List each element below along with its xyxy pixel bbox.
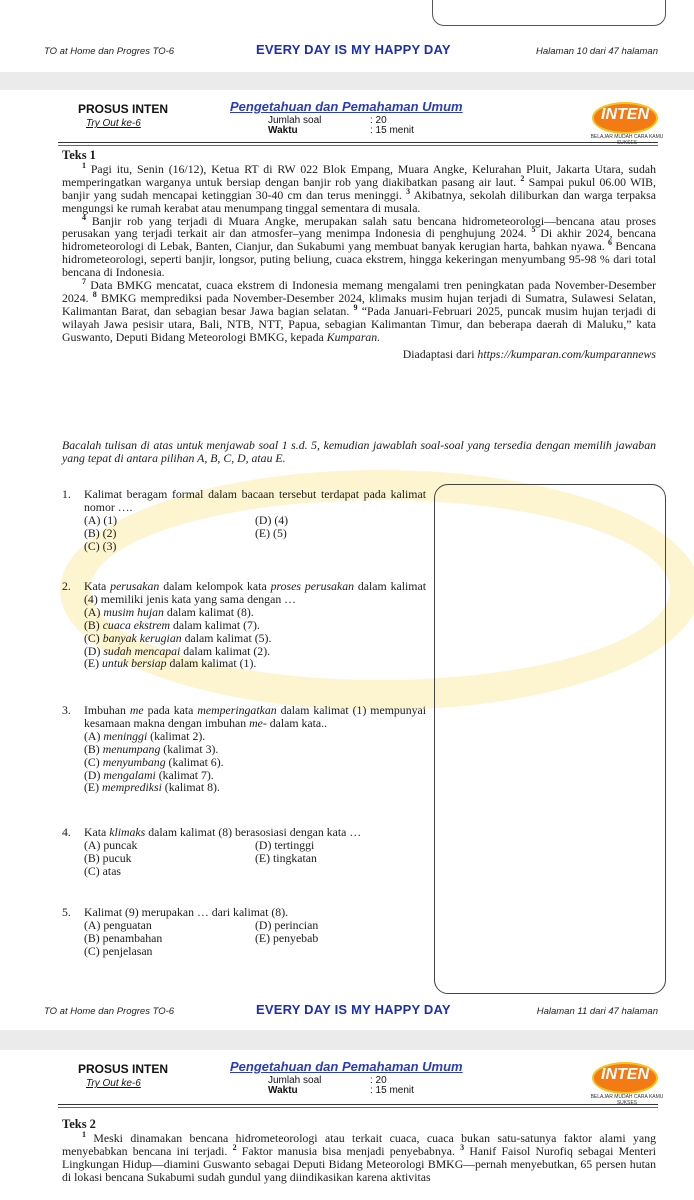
option-c[interactable]: (C) banyak kerugian dalam kalimat (5). [84,630,272,645]
option-e[interactable]: (E) tingkatan [255,850,317,865]
question-2: 2. Kata perusakan dalam kelompok kata proses perusakan dalam kalimat (4) memiliki jenis kata yang sama dengan … (A) musim hujan dalam kalimat (8). (B) cuaca ekstrem dalam kalimat (7). (C) banyak kerugian dalam kalimat (5). (D) sudah mencapai dalam kalimat (2). (E) untuk bersiap dalam kalimat (1). [62,579,427,671]
header-rule-thin [58,1107,658,1108]
logo-tagline: BELAJAR MUDAH CARA KAMU SUKSES [590,134,664,146]
footer-page-number: Halaman 10 dari 47 halaman [536,46,658,57]
answer-box [434,484,666,994]
option-d[interactable]: (D) tertinggi [255,837,315,852]
source-link[interactable]: https://kumparan.com/kumparannews [477,346,656,361]
page-footer [0,1002,694,1024]
option-a[interactable]: (A) musim hujan dalam kalimat (8). [84,604,254,619]
page-footer [0,42,694,64]
option-e[interactable]: (E) memprediksi (kalimat 8). [84,780,220,795]
brand-name: PROSUS INTEN [78,102,169,116]
option-b[interactable]: (B) cuaca ekstrem dalam kalimat (7). [84,617,260,632]
subject-title: Pengetahuan dan Pemahaman Umum [230,1059,463,1074]
time-value: : 15 menit [370,1085,414,1096]
option-c[interactable]: (C) atas [84,863,122,878]
passage-title: Teks 2 [62,1117,96,1131]
logo-text: INTEN [601,106,649,123]
option-d[interactable]: (D) (4) [255,512,289,527]
option-a[interactable]: (A) puncak [84,837,138,852]
inten-logo [590,1060,664,1106]
time-value: : 15 menit [370,125,414,136]
option-b[interactable]: (B) (2) [84,525,117,540]
question-count-label: Jumlah soal [268,1075,322,1086]
option-b[interactable]: (B) penambahan [84,930,163,945]
passage-source: Diadaptasi dari https://kumparan.com/kumparannews [402,346,656,361]
option-d[interactable]: (D) perincian [255,917,319,932]
option-e[interactable]: (E) untuk bersiap dalam kalimat (1). [84,656,257,671]
passage-paragraph-2: $^4$ Banjir rob yang terjadi di Muara Angke, merupakan salah satu bencana hidrometeorologi—bencana atau proses perusakan yang terjadi terkait air dan atmosfer–yang menimpa Indonesia di penghujung 2024. $^5$ Di akhir 2024, bencana hidrometeorologi di Lebak, Banten, Cianjur, dan Sukabumi yang membuat banyak kerugian harta, bahkan nyawa. $^6$ Bencana hidrometeorologi, seperti banjir, longsor, puting beliung, cuaca ekstrem, hingga kekeringan menyumbang 95-98 % dari total bencana di Indonesia. [62,212,656,280]
passage-paragraph-1: $^1$ Pagi itu, Senin (16/12), Ketua RT di RW 022 Blok Empang, Muara Angke, Kelurahan Pluit, Jakarta Utara, sudah memperingatkan warganya untuk bersiap dengan banjir rob yang diakibatkan pasang air laut. $^2$ Sampai pukul 06.00 WIB, banjir yang sudah mencapai ketinggian 30-40 cm dan terus meninggi. $^3$ Akibatnya, sekolah diliburkan dan warga terpaksa mengungsi ke rumah kerabat atau menumpang tinggal sementara di musala. [62,160,656,215]
inten-logo [590,100,664,146]
option-e[interactable]: (E) (5) [255,525,287,540]
footer-motto: EVERY DAY IS MY HAPPY DAY [256,42,451,57]
footer-page-number: Halaman 11 dari 47 halaman [536,1006,658,1017]
answer-box-previous [432,0,666,26]
passage-paragraph-1: $^1$ Meski dinamakan bencana hidrometeorologi atau terkait cuaca, cuaca bukan satu-satunya faktor alami yang menyebabkan bencana ini terjadi. $^2$ Faktor manusia bisa menjadi penyebabnya. $^3$ Hanif Faisol Nurofiq sebagai Menteri Lingkungan Hidup—diamini Guswanto sebagai Deputi Bidang Meteorologi BMKG—pernah menyebutkan, 65 persen hutan di lokasi bencana Sukabumi sudah gundul yang diindikasikan karena aktivitas [62,1129,657,1184]
header-rule-thin [58,145,658,146]
brand-name: PROSUS INTEN [78,1062,169,1076]
footer-left: TO at Home dan Progres TO-6 [44,46,175,57]
question-count-label: Jumlah soal [268,115,322,126]
option-d[interactable]: (D) mengalami (kalimat 7). [84,767,214,782]
option-d[interactable]: (D) sudah mencapai dalam kalimat (2). [84,643,271,658]
reading-passage-1 [62,149,656,361]
page-gap [0,72,694,90]
page-gap [0,1030,694,1050]
logo-text: INTEN [601,1066,649,1083]
instruction-text: Bacalah tulisan di atas untuk menjawab soal 1 s.d. 5, kemudian jawablah soal-soal yang tersedia dengan memilih jawaban yang tepat di antara pilihan A, B, C, D, atau E. [62,438,656,465]
option-c[interactable]: (C) menyumbang (kalimat 6). [84,754,224,769]
option-a[interactable]: (A) meninggi (kalimat 2). [84,728,206,743]
time-label: Waktu [268,1085,298,1096]
question-1: 1. Kalimat beragam formal dalam bacaan tersebut terdapat pada kalimat nomor …. (A) (1) (D) (4) (B) (2) (E) (5) (C) (3) [62,487,426,553]
question-3: 3. Imbuhan me pada kata memperingatkan dalam kalimat (1) mempunyai kesamaan makna dengan imbuhan me- dalam kata.. (A) meninggi (kalimat 2). (B) menumpang (kalimat 3). (C) menyumbang (kalimat 6). (D) mengalami (kalimat 7). (E) memprediksi (kalimat 8). [62,703,427,795]
option-a[interactable]: (A) penguatan [84,917,152,932]
question-5: 5. Kalimat (9) merupakan … dari kalimat (8). (A) penguatan (D) perincian (B) penambahan (E) penyebab (C) penjelasan [62,906,426,958]
page-header [0,94,694,146]
logo-tagline: BELAJAR MUDAH CARA KAMU SUKSES [590,1094,664,1106]
passage-title: Teks 1 [62,148,96,162]
subject-title: Pengetahuan dan Pemahaman Umum [230,99,463,114]
footer-motto: EVERY DAY IS MY HAPPY DAY [256,1002,451,1017]
option-a[interactable]: (A) (1) [84,512,118,527]
reading-passage-2 [62,1118,656,1184]
option-e[interactable]: (E) penyebab [255,930,319,945]
option-b[interactable]: (B) pucuk [84,850,132,865]
question-count-value: : 20 [370,115,387,126]
option-c[interactable]: (C) (3) [84,538,117,553]
header-rule [58,142,658,143]
time-label: Waktu [268,125,298,136]
question-count-value: : 20 [370,1075,387,1086]
option-c[interactable]: (C) penjelasan [84,943,153,958]
footer-left: TO at Home dan Progres TO-6 [44,1006,175,1017]
option-b[interactable]: (B) menumpang (kalimat 3). [84,741,219,756]
question-4: 4. Kata klimaks dalam kalimat (8) berasosiasi dengan kata … (A) puncak (D) tertinggi (B) pucuk (E) tingkatan (C) atas [62,826,426,878]
header-rule [58,1104,658,1105]
tryout-label: Try Out ke-6 [86,1078,141,1089]
tryout-label: Try Out ke-6 [86,118,141,129]
passage-paragraph-3: $^7$ Data BMKG mencatat, cuaca ekstrem di Indonesia memang mengalami tren peningkatan pada November-Desember 2024. $^8$ BMKG memprediksi pada November-Desember 2024, klimaks musim hujan terjadi di Sumatra, Sulawesi Selatan, Kalimantan Barat, dan sebagian besar Jawa bagian selatan. $^9$ “Pada Januari-Februari 2025, puncak musim hujan terjadi di wilayah Jawa pesisir utara, Bali, NTB, NTT, Papua, sebagian Kalimantan Timur, dan beberapa daerah di Maluku,” kata Guswanto, Deputi Bidang Meteorologi BMKG, kepada Kumparan. [62,277,657,344]
page-header [0,1054,694,1106]
